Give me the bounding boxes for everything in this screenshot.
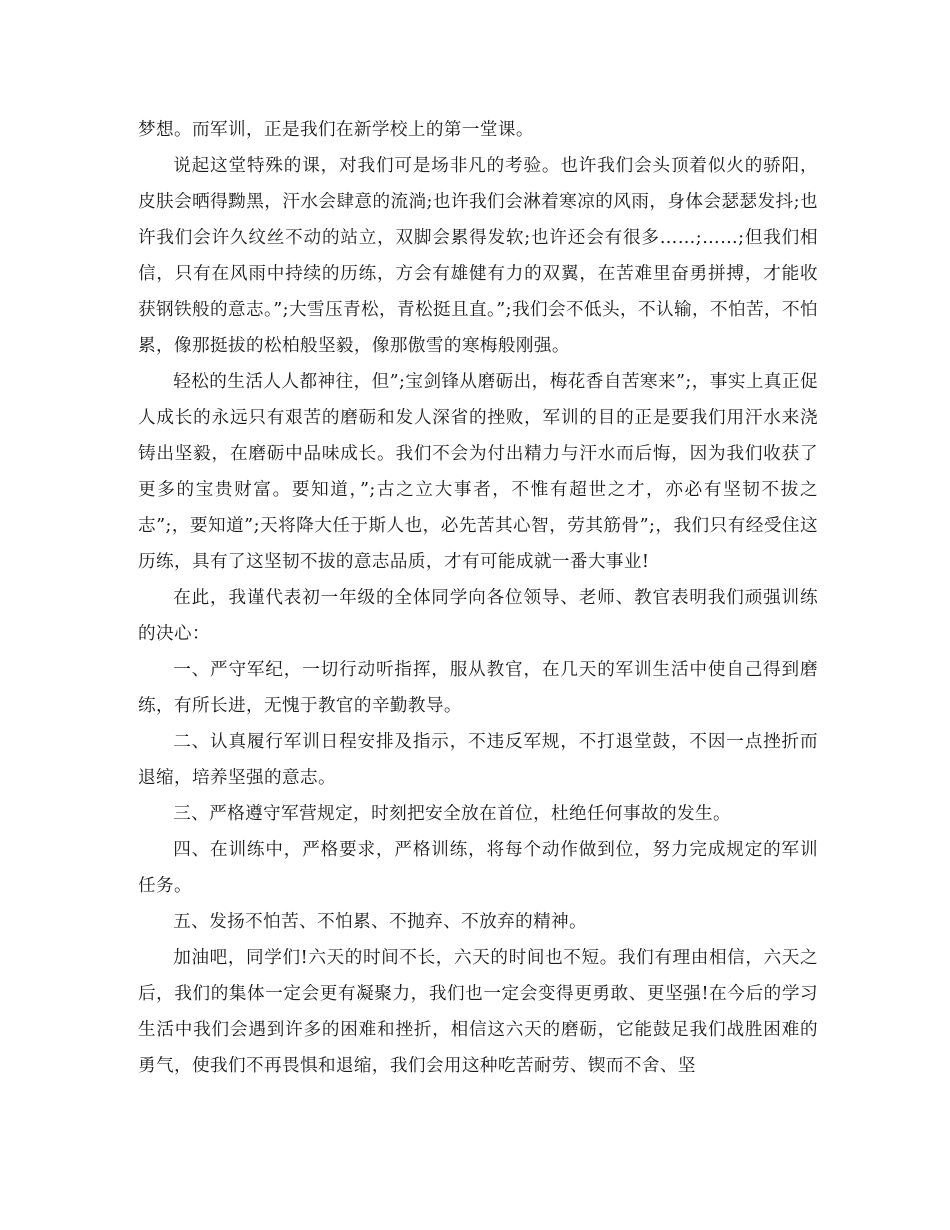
document-body <box>138 112 818 1084</box>
paragraph-2: 说起这堂特殊的课，对我们可是场非凡的考验。也许我们会头顶着似火的骄阳，皮肤会晒得黝黑，汗水会肆意的流淌;也许我们会淋着寒凉的风雨，身体会瑟瑟发抖;也许我们会许久纹丝不动的站立，双脚会累得发软;也许还会有很多……;……;但我们相信，只有在风雨中持续的历练，方会有雄健有力的双翼，在苦难里奋勇拼搏，才能收获钢铁般的意志。”;大雪压青松，青松挺且直。”;我们会不低头，不认输，不怕苦，不怕累，像那挺拔的松柏般坚毅，像那傲雪的寒梅般刚强。 <box>138 156 818 356</box>
paragraph-4: 在此，我谨代表初一年级的全体同学向各位领导、老师、教官表明我们顽强训练的决心： <box>138 588 818 644</box>
list-item-5: 五、发扬不怕苦、不怕累、不抛弃、不放弃的精神。 <box>173 912 588 932</box>
list-item-2: 二、认真履行军训日程安排及指示，不违反军规，不打退堂鼓，不因一点挫折而退缩，培养坚强的意志。 <box>138 732 818 788</box>
list-item-1: 一、严守军纪，一切行动听指挥，服从教官，在几天的军训生活中使自己得到磨练，有所长进，无愧于教官的辛勤教导。 <box>138 660 818 716</box>
list-item-3: 三、严格遵守军营规定，时刻把安全放在首位，杜绝任何事故的发生。 <box>173 804 731 824</box>
list-item-4: 四、在训练中，严格要求，严格训练，将每个动作做到位，努力完成规定的军训任务。 <box>138 840 818 896</box>
paragraph-3: 轻松的生活人人都神往，但”;宝剑锋从磨砺出，梅花香自苦寒来”;，事实上真正促人成长的永远只有艰苦的磨砺和发人深省的挫败，军训的目的正是要我们用汗水来浇铸出坚毅，在磨砺中品味成长。我们不会为付出精力与汗水而后悔，因为我们收获了更多的宝贵财富。要知道，”;古之立大事者，不惟有超世之才，亦必有坚韧不拔之志”;，要知道”;天将降大任于斯人也，必先苦其心智，劳其筋骨”;，我们只有经受住这历练，具有了这坚韧不拔的意志品质，才有可能成就一番大事业! <box>138 372 818 572</box>
paragraph-closing: 加油吧，同学们!六天的时间不长，六天的时间也不短。我们有理由相信，六天之后，我们的集体一定会更有凝聚力，我们也一定会变得更勇敢、更坚强!在今后的学习生活中我们会遇到许多的困难和挫折，相信这六天的磨砺，它能鼓足我们战胜困难的勇气，使我们不再畏惧和退缩，我们会用这种吃苦耐劳、锲而不舍、坚 <box>138 948 818 1076</box>
paragraph-1: 梦想。而军训，正是我们在新学校上的第一堂课。 <box>138 120 534 140</box>
